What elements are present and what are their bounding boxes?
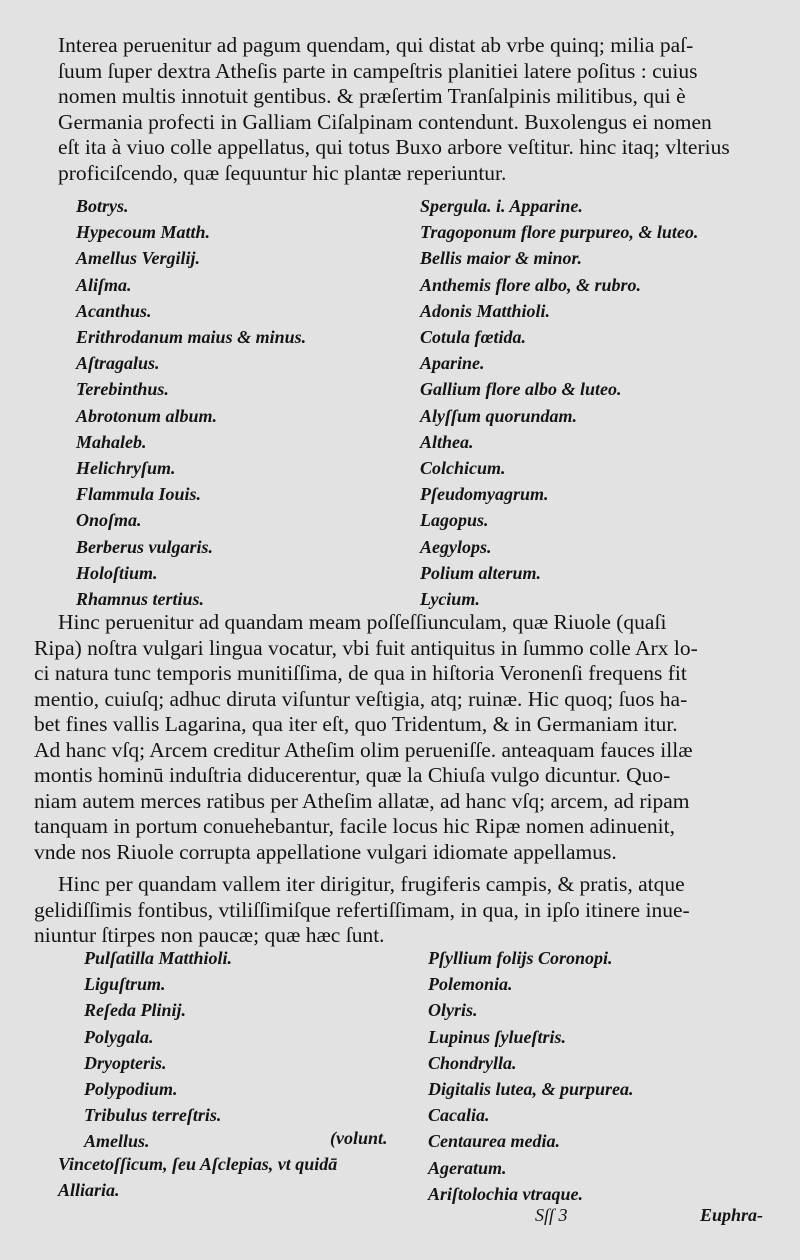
text-line: niuntur ſtirpes non paucæ; quæ hæc ſunt.: [34, 923, 385, 947]
plant-name: Chondrylla.: [428, 1052, 517, 1073]
paragraph-riuole: [34, 610, 770, 865]
plant-name: Aegylops.: [420, 536, 492, 557]
text-line: Hinc peruenitur ad quandam meam poſſeſſiunculam, quæ Riuole (quaſi: [58, 610, 667, 634]
plant-name: Dryopteris.: [84, 1052, 167, 1073]
plant-name: Rhamnus tertius.: [76, 589, 205, 610]
text-line: Interea peruenitur ad pagum quendam, qui distat ab vrbe quinq; milia paſ-: [58, 33, 694, 57]
text-line: ci natura tunc temporis munitiſſima, de qua in hiſtoria Veronenſi frequens fit: [34, 661, 687, 685]
paragraph-valley: [34, 872, 770, 949]
plant-name: Pſeudomyagrum.: [420, 484, 549, 505]
plant-name: Polygala.: [84, 1026, 154, 1047]
text-line: eſt ita à viuo colle appellatus, qui totus Buxo arbore veſtitur. hinc itaq; vlterius: [58, 135, 730, 159]
plant-name: Lycium.: [420, 589, 480, 610]
text-line: ſuum ſuper dextra Atheſis parte in campeſtris planitiei latere poſitus : cuius: [58, 58, 698, 83]
plant-name: Holoſtium.: [76, 562, 158, 583]
plant-name: Amellus Vergilij.: [76, 248, 201, 269]
text-line: tanquam in portum conuehebantur, facile locus hic Ripæ nomen adinuenit,: [34, 814, 675, 838]
plant-name: Alyſſum quorundam.: [420, 405, 578, 426]
list-continuation-volunt: (volunt.: [330, 1128, 388, 1148]
plant-name: Tribulus terreſtris.: [84, 1105, 222, 1126]
plant-name: Cotula fœtida.: [420, 327, 527, 348]
plant-name: Ageratum.: [428, 1157, 507, 1178]
list-item-vincetoxicum: Vincetoſſicum, ſeu Aſclepias, vt quidā: [58, 1154, 338, 1174]
text-line: bet fines vallis Lagarina, qua iter eſt, quo Tridentum, & in Germaniam itur.: [34, 712, 678, 736]
text-line: gelidiſſimis fontibus, vtiliſſimiſque refertiſſimam, in qua, in ipſo itinere inue-: [34, 897, 690, 922]
plant-name: Polium alterum.: [420, 562, 542, 583]
plant-name: Tragoponum flore purpureo, & luteo.: [420, 222, 699, 243]
plant-name: Spergula. i. Apparine.: [420, 196, 583, 216]
plant-name: Colchicum.: [420, 458, 506, 479]
plant-name: Ariſtolochia vtraque.: [428, 1183, 584, 1204]
text-line: nomen multis innotuit gentibus. & præſertim Tranſalpinis militibus, qui è: [58, 84, 686, 108]
plant-name: Bellis maior & minor.: [420, 248, 583, 269]
plant-name: Erithrodanum maius & minus.: [76, 327, 307, 348]
plant-name: Terebinthus.: [76, 379, 169, 400]
plant-name: Aliſma.: [76, 274, 132, 295]
plant-name: Hypecoum Matth.: [76, 222, 210, 243]
plant-name: Aſtragalus.: [76, 353, 160, 374]
plant-name: Gallium flore albo & luteo.: [420, 379, 622, 400]
text-line: proficiſcendo, quæ ſequuntur hic plantæ reperiuntur.: [58, 160, 507, 185]
plant-name: Aparine.: [420, 353, 485, 374]
plant-name: Althea.: [420, 431, 474, 452]
plant-name: Polypodium.: [84, 1079, 178, 1100]
plant-name: Amellus.: [84, 1131, 150, 1152]
plant-list-1-right-column: [420, 193, 698, 612]
plant-name: Digitalis lutea, & purpurea.: [428, 1079, 634, 1100]
text-line: montis hominū induſtria diducerentur, quæ la Chiuſa vulgo dicuntur. Quo-: [34, 763, 671, 787]
plant-list-2-left-column: [84, 945, 232, 1155]
plant-name: Adonis Matthioli.: [420, 300, 551, 321]
plant-name: Acanthus.: [76, 300, 152, 321]
text-line: Hinc per quandam vallem iter dirigitur, frugiferis campis, & pratis, atque: [58, 872, 685, 896]
plant-name: Reſeda Plinij.: [84, 1000, 186, 1021]
plant-name: Olyris.: [428, 1000, 478, 1021]
plant-name: Berberus vulgaris.: [76, 536, 214, 557]
plant-name: Mahaleb.: [76, 431, 147, 452]
plant-name: Liguſtrum.: [84, 974, 166, 995]
plant-name: Botrys.: [76, 196, 129, 216]
plant-name: Centaurea media.: [428, 1131, 561, 1152]
paragraph-buxolengus: [58, 33, 770, 186]
text-line: Germania profecti in Galliam Ciſalpinam contendunt. Buxolengus ei nomen: [58, 109, 712, 134]
plant-name: Lupinus ſylueſtris.: [428, 1026, 567, 1047]
plant-name: Anthemis flore albo, & rubro.: [420, 274, 642, 295]
list-item-alliaria: Alliaria.: [58, 1180, 120, 1200]
signature-mark: Sſſ 3: [535, 1205, 568, 1225]
plant-name: Pulſatilla Matthioli.: [84, 948, 233, 968]
plant-name: Helichryſum.: [76, 458, 176, 479]
text-line: mentio, cuiuſq; adhuc diruta viſuntur veſtigia, atq; ruinæ. Hic quoq; ſuos ha-: [34, 686, 688, 711]
plant-name: Flammula Iouis.: [76, 484, 202, 505]
text-line: Ripa) noſtra vulgari lingua vocatur, vbi fuit antiquitus in ſummo colle Arx lo-: [34, 635, 698, 660]
text-line: Ad hanc vſq; Arcem creditur Atheſim olim perueniſſe. anteaquam fauces illæ: [34, 737, 693, 762]
text-line: niam autem merces ratibus per Atheſim allatæ, ad hanc vſq; arcem, ad ripam: [34, 788, 690, 813]
plant-name: Onoſma.: [76, 510, 142, 531]
plant-name: Pſyllium folijs Coronopi.: [428, 948, 613, 968]
plant-list-2-right-column: [428, 945, 634, 1207]
plant-name: Polemonia.: [428, 974, 513, 995]
plant-name: Lagopus.: [420, 510, 489, 531]
plant-name: Abrotonum album.: [76, 405, 218, 426]
plant-name: Cacalia.: [428, 1105, 490, 1126]
catchword: Euphra-: [700, 1205, 764, 1225]
text-line: vnde nos Riuole corrupta appellatione vulgari idiomate appellamus.: [34, 839, 617, 864]
plant-list-1-left-column: [76, 193, 306, 612]
